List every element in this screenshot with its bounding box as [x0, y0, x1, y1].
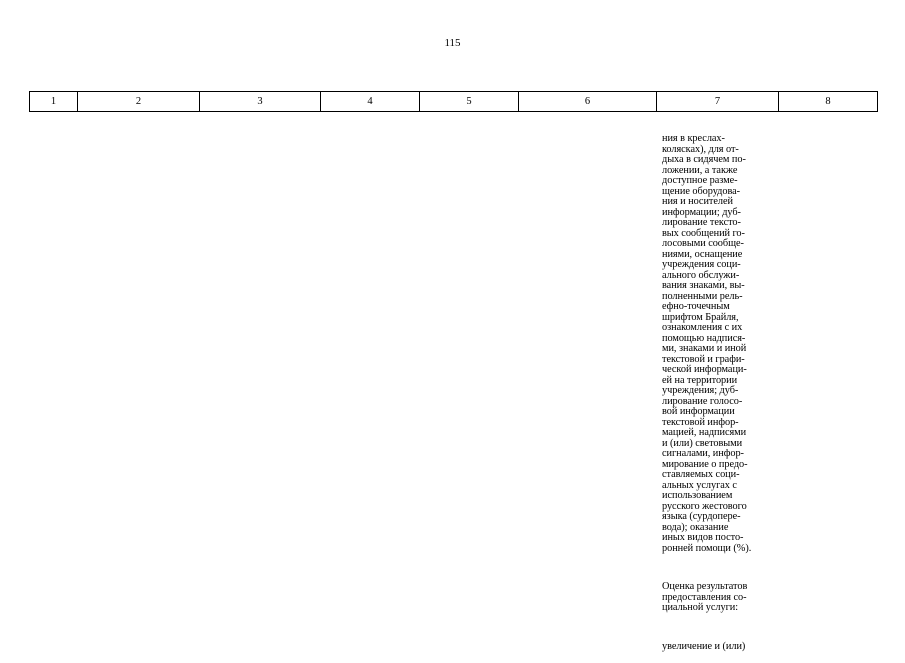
- header-cell-3: 3: [200, 92, 321, 112]
- header-cell-6: 6: [519, 92, 657, 112]
- column-7-text: [662, 113, 774, 663]
- header-cell-1: 1: [30, 92, 78, 112]
- page-number: 115: [444, 37, 461, 49]
- header-row: [30, 92, 878, 112]
- column-7-paragraph-evaluation: Оценка результатов предоставления со- циальной услуги:: [662, 581, 748, 613]
- column-7-paragraph-continuation: ния в креслах- колясках), для от- дыха в сидячем по- ложении, а также доступное разме- щение оборудова- ния и носителей информации; дуб- лирование тексто- вых сообщений го- лосовыми сообще- ниями, оснащение учреждения соци- ального обслужи- вания знаками, вы- полненными рель- ефно-точечным шрифтом Брайля, ознакомления с их помощью надпися- ми, знаками и иной текстовой и графи- ческой информаци- ей на территории учреждения; дуб- лирование голосо- вой информации текстовой инфор- мацией, надписями и (или) световыми сигналами, инфор- мирование о предо- ставляемых соци- альных услугах с использованием русского жестового языка (сурдопере- вода); оказание иных видов посто- ронней помощи (%).: [662, 133, 752, 554]
- header-cell-5: 5: [420, 92, 519, 112]
- column-7-paragraph-increase: увеличение и (или): [662, 640, 746, 652]
- header-cell-4: 4: [321, 92, 420, 112]
- header-cell-2: 2: [78, 92, 200, 112]
- header-cell-8: 8: [779, 92, 878, 112]
- column-number-header-table: [29, 91, 878, 112]
- header-cell-7: 7: [657, 92, 779, 112]
